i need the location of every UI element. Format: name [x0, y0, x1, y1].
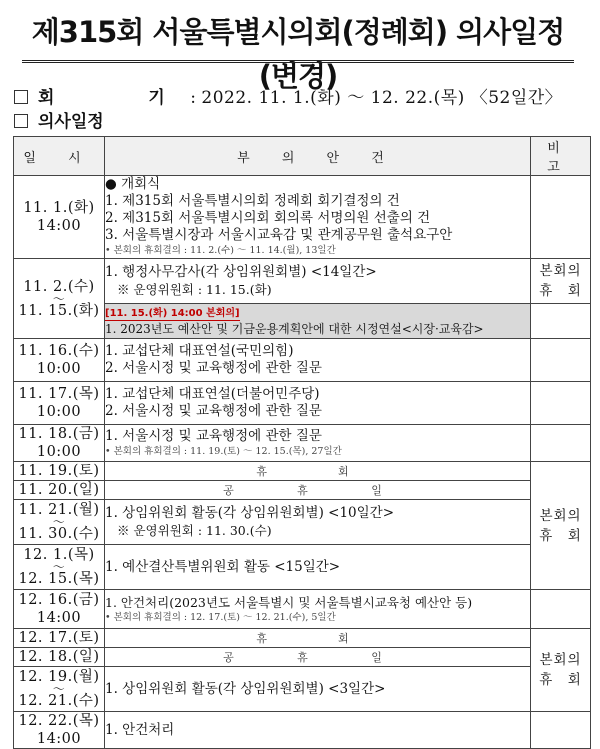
- agenda-cell: [105, 462, 531, 481]
- time-text: 10:00: [36, 444, 82, 460]
- agenda-item: 1. 2023년도 예산안 및 기금운용계획안에 대한 시정연설<시장·교육감>: [105, 322, 484, 336]
- agenda-cell: [105, 629, 531, 648]
- table-row: [14, 481, 591, 500]
- table-row: [14, 425, 591, 462]
- time-text: 10:00: [36, 404, 82, 420]
- agenda-cell: [105, 481, 531, 500]
- remark-cell: [531, 629, 591, 712]
- table-row: [14, 629, 591, 648]
- remark-cell: [531, 382, 591, 425]
- table-row: [14, 259, 591, 304]
- time-text: 14:00: [36, 218, 82, 234]
- holiday-text: 공 휴 일: [223, 650, 412, 664]
- agenda-item: 2. 서울시정 및 교육행정에 관한 질문: [105, 360, 322, 376]
- agenda-subnote: ※ 운영위원회 : 11. 15.(화): [117, 282, 272, 297]
- table-row: [14, 500, 591, 545]
- time-text: 10:00: [36, 361, 82, 377]
- remark-text: 휴 회: [539, 527, 582, 544]
- remark-text: 본회의: [539, 652, 582, 668]
- remark-text: 휴 회: [539, 283, 582, 299]
- date-text: 11. 16.(수): [18, 343, 100, 359]
- agenda-cell: [105, 176, 531, 259]
- agenda-item: 1. 행정사무감사(각 상임위원회별) <14일간>: [105, 264, 377, 280]
- table-row: [14, 712, 591, 749]
- range-tilde: ～: [52, 291, 66, 306]
- agenda-item: 1. 제315회 서울특별시의회 정례회 회기결정의 건: [105, 193, 400, 209]
- date-cell: [14, 545, 105, 590]
- date-cell: [14, 259, 105, 339]
- remark-text: 본회의: [539, 507, 582, 524]
- agenda-cell: [105, 648, 531, 667]
- colon: :: [184, 88, 202, 108]
- table-row: [14, 382, 591, 425]
- table-row: [14, 667, 591, 712]
- agenda-cell: [105, 382, 531, 425]
- agenda-cell: [105, 545, 531, 590]
- agenda-heading: [14, 111, 104, 133]
- page-title: 제315회 서울특별시의회(정례회) 의사일정(변경): [31, 15, 565, 93]
- date-cell: [14, 590, 105, 629]
- table-row: [14, 176, 591, 259]
- range-tilde: ～: [52, 560, 66, 574]
- remark-cell: [531, 176, 591, 259]
- agenda-subnote: ※ 운영위원회 : 11. 30.(수): [117, 523, 272, 538]
- agenda-cell: [105, 590, 531, 629]
- date-text: 11. 21.(월): [18, 502, 100, 518]
- remark-cell: [531, 590, 591, 629]
- recess-note: • 본회의 휴회결의 : 12. 17.(토) ～ 12. 21.(수), 5일간: [105, 611, 336, 623]
- table-row: [14, 462, 591, 481]
- time-text: 14:00: [36, 610, 82, 626]
- agenda-item: 2. 제315회 서울특별시의회 회의록 서명의원 선출의 건: [105, 210, 431, 226]
- title-underline: [22, 60, 574, 63]
- schedule-table: [13, 136, 591, 749]
- remark-cell: [531, 712, 591, 749]
- holiday-text: 공 휴 일: [223, 483, 412, 497]
- agenda-item: 3. 서울특별시장과 서울시교육감 및 관계공무원 출석요구안: [105, 227, 453, 243]
- agenda-cell: [105, 500, 531, 545]
- date-text: 11. 1.(화): [23, 200, 95, 216]
- recess-note: • 본회의 휴회결의 : 11. 2.(수) ～ 11. 14.(월), 13일간: [105, 245, 336, 256]
- header-note: 비 고: [531, 137, 591, 176]
- date-text: 12. 15.(목): [18, 571, 100, 587]
- range-tilde: ～: [52, 682, 66, 696]
- date-text: 12. 16.(금): [18, 592, 100, 608]
- date-cell: [14, 176, 105, 259]
- header-items: 부 의 안 건: [105, 137, 531, 176]
- remark-cell: [531, 462, 591, 590]
- checkbox-icon: [14, 114, 28, 128]
- table-row: [14, 648, 591, 667]
- date-cell: [14, 667, 105, 712]
- table-header-row: [14, 137, 591, 176]
- date-cell: 11. 19.(토): [14, 462, 105, 481]
- plenary-tag: [11. 15.(화) 14:00 본회의]: [105, 308, 240, 319]
- agenda-cell: [105, 712, 531, 749]
- agenda-item: 1. 교섭단체 대표연설(더불어민주당): [105, 386, 320, 402]
- agenda-cell-highlight: [105, 304, 531, 339]
- date-cell: [14, 339, 105, 382]
- date-cell: 11. 20.(일): [14, 481, 105, 500]
- title-block: [22, 10, 574, 93]
- remark-cell: [531, 339, 591, 382]
- agenda-cell: [105, 259, 531, 304]
- date-text: 12. 1.(목): [23, 547, 95, 563]
- agenda-cell: [105, 425, 531, 462]
- date-cell: [14, 500, 105, 545]
- date-text: 12. 19.(월): [18, 669, 100, 685]
- date-cell: 12. 17.(토): [14, 629, 105, 648]
- agenda-item: 1. 상임위원회 활동(각 상임위원회별) <10일간>: [105, 505, 395, 521]
- recess-text: 휴 회: [256, 631, 379, 645]
- recess-text: 휴 회: [256, 464, 379, 478]
- session-value: 2022. 11. 1.(화) ～ 12. 22.(목) 〈52일간〉: [201, 88, 563, 108]
- date-cell: [14, 425, 105, 462]
- remark-text: 본회의: [539, 263, 582, 279]
- date-text: 11. 2.(수): [23, 278, 95, 295]
- session-label: 회 기: [38, 88, 185, 108]
- date-cell: [14, 382, 105, 425]
- agenda-cell: [105, 339, 531, 382]
- header-date: 일 시: [14, 137, 105, 176]
- agenda-cell: [105, 667, 531, 712]
- date-text: 12. 22.(목): [18, 713, 100, 729]
- agenda-item: 1. 예산결산특별위원회 활동 <15일간>: [105, 558, 341, 575]
- date-text: 12. 21.(수): [18, 693, 100, 709]
- agenda-item: 1. 교섭단체 대표연설(국민의힘): [105, 343, 294, 359]
- table-row: [14, 545, 591, 590]
- date-cell: 12. 18.(일): [14, 648, 105, 667]
- agenda-item: 2. 서울시정 및 교육행정에 관한 질문: [105, 403, 322, 419]
- table-row: [14, 590, 591, 629]
- date-text: 11. 30.(수): [18, 526, 100, 542]
- agenda-item: 1. 안건처리(2023년도 서울특별시 및 서울특별시교육청 예산안 등): [105, 594, 473, 610]
- remark-cell: [531, 259, 591, 304]
- agenda-item: 1. 서울시정 및 교육행정에 관한 질문: [105, 427, 322, 444]
- date-text: 11. 17.(목): [18, 386, 100, 402]
- time-text: 14:00: [36, 731, 82, 747]
- agenda-item: 1. 상임위원회 활동(각 상임위원회별) <3일간>: [105, 680, 386, 697]
- remark-text: 휴 회: [539, 672, 582, 688]
- date-text: 11. 18.(금): [18, 426, 100, 442]
- agenda-item: ● 개회식: [105, 176, 161, 192]
- agenda-item: 1. 안건처리: [105, 721, 175, 738]
- date-cell: [14, 712, 105, 749]
- remark-cell: [531, 304, 591, 339]
- remark-cell: [531, 425, 591, 462]
- range-tilde: ～: [52, 515, 66, 529]
- checkbox-icon: [14, 90, 28, 104]
- date-text: 11. 15.(화): [18, 302, 100, 319]
- table-row: [14, 339, 591, 382]
- session-line: [14, 87, 562, 109]
- recess-note: • 본회의 휴회결의 : 11. 19.(토) ～ 12. 15.(목), 27일간: [105, 445, 342, 457]
- agenda-label: 의사일정: [38, 112, 104, 132]
